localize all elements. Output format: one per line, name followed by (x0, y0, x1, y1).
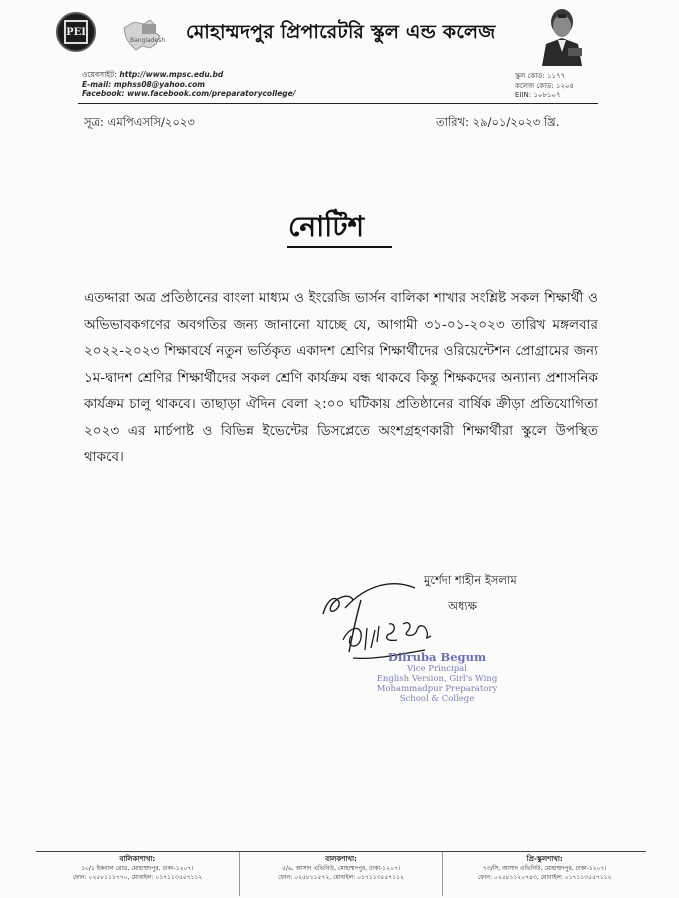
branch-phone: ফোন: ০২৫৮১১১৭৭০, মোবাইল: ০১৭১১৩৫৫৭১১২ (72, 874, 203, 881)
footer-branches (36, 851, 646, 896)
eiin-code: EIIN: ১০৮১০৭ (515, 91, 561, 99)
school-seal-logo (56, 12, 96, 52)
codes-info (515, 72, 574, 101)
seal-text: PEI (64, 20, 88, 44)
stamp-line3: Mohammadpur Preparatory (376, 684, 498, 694)
branch-title: প্রি-স্কুলশাখা: (526, 855, 563, 863)
branch-phone: ফোন: ০২৫৮১১২০৭৪৩, মোবাইল: ০১৭১১৩৫৫৭১১২ (477, 874, 612, 881)
footer-branch-boys (240, 852, 444, 896)
vice-principal-stamp (362, 650, 512, 704)
facebook-link[interactable]: Facebook: www.facebook.com/preparatorycollege/ (82, 89, 296, 98)
stamp-line4: School & College (399, 694, 475, 704)
website-row (82, 70, 296, 80)
website-label: ওয়েবসাইট: (82, 70, 117, 79)
branch-title: বালিকাশাখা: (119, 855, 156, 863)
header-divider (78, 103, 598, 104)
branch-address: ৫/৬, আসাদ এভিনিউ, মোহাম্মদপুর, ঢাকা-১২০৭। (281, 865, 401, 872)
notice-date: তারিখ: ২৯/০১/২০২৩ খ্রি. (436, 115, 560, 129)
school-name: মোহাম্মদপুর প্রিপারেটরি স্কুল এন্ড কলেজ (186, 21, 496, 43)
stamp-name: Dilruba Begum (387, 650, 487, 664)
email-text[interactable]: E-mail: mphss08@yahoo.com (82, 79, 206, 89)
map-logo-text: Bangladesh (130, 37, 166, 44)
college-code: কলেজ কোড: ১২০৪ (515, 81, 575, 90)
bangladesh-map-logo (120, 18, 176, 52)
reference-number: সূত্র: এমপিএসসি/২০২৩ (84, 115, 195, 129)
branch-address: ৭৩/সি, আসাদ এভিনিউ, মোহাম্মদপুর, ঢাকা-১২০৭। (482, 865, 607, 872)
signatory-name: মুর্শেদা শাহীন ইসলাম (424, 573, 517, 587)
portrait-image (528, 4, 594, 66)
title-underline (287, 246, 392, 248)
footer-branch-preschool (443, 852, 646, 896)
notice-title: নোটিশ (288, 210, 365, 243)
branch-address: ১০/১ ইকবাল রোড, মোহাম্মদপুর, ঢাকা-১২০৭। (81, 865, 194, 872)
branch-title: বালকশাখা: (325, 855, 357, 863)
website-link[interactable]: http://www.mpsc.edu.bd (119, 70, 224, 79)
signatory-title: অধ্যক্ষ (448, 599, 478, 613)
branch-phone: ফোন: ০২৫৮১১৫৭২, মোবাইল: ০১৭১১৩৫৫৭১১২ (278, 874, 404, 881)
footer-branch-girls (36, 852, 240, 896)
stamp-line2: English Version, Girl's Wing (376, 674, 498, 684)
stamp-line1: Vice Principal (407, 664, 467, 674)
school-code: স্কুল কোড: ১১৭৭ (515, 72, 566, 80)
contact-info (82, 70, 296, 99)
notice-body: এতদ্দারা অত্র প্রতিষ্ঠানের বাংলা মাধ্যম ও ইংরেজি ভার্সন বালিকা শাখার সংশ্লিষ্ট সকল শিক্ষার্থী ও অভিভাবকগণের অবগতির জন্য জানানো যাচ্ছে যে, আগামী ৩১-০১-২০২৩ তারিখ মঙ্গলবার ২০২২-২০২৩ শিক্ষাবর্ষে নতুন ভর্তিকৃত একাদশ শ্রেণির শিক্ষার্থীদের ওরিয়েন্টেশন প্রোগ্রামের জন্য ১ম-দ্বাদশ শ্রেণির শিক্ষার্থীদের সকল শ্রেণি কার্যক্রম বন্ধ থাকবে কিন্তু শিক্ষকদের অন্যান্য প্রশাসনিক কার্যক্রম চালু থাকবে। তাছাড়া ঐদিন বেলা ২:০০ ঘটিকায় প্রতিষ্ঠানের বার্ষিক ক্রীড়া প্রতিযোগিতা ২০২৩ এর মার্চপাষ্ট ও বিভিন্ন ইভেন্টের ডিসপ্লেতে অংশগ্রহণকারী শিক্ষার্থীরা স্কুলে উপস্থিত থাকবে। (84, 291, 598, 465)
